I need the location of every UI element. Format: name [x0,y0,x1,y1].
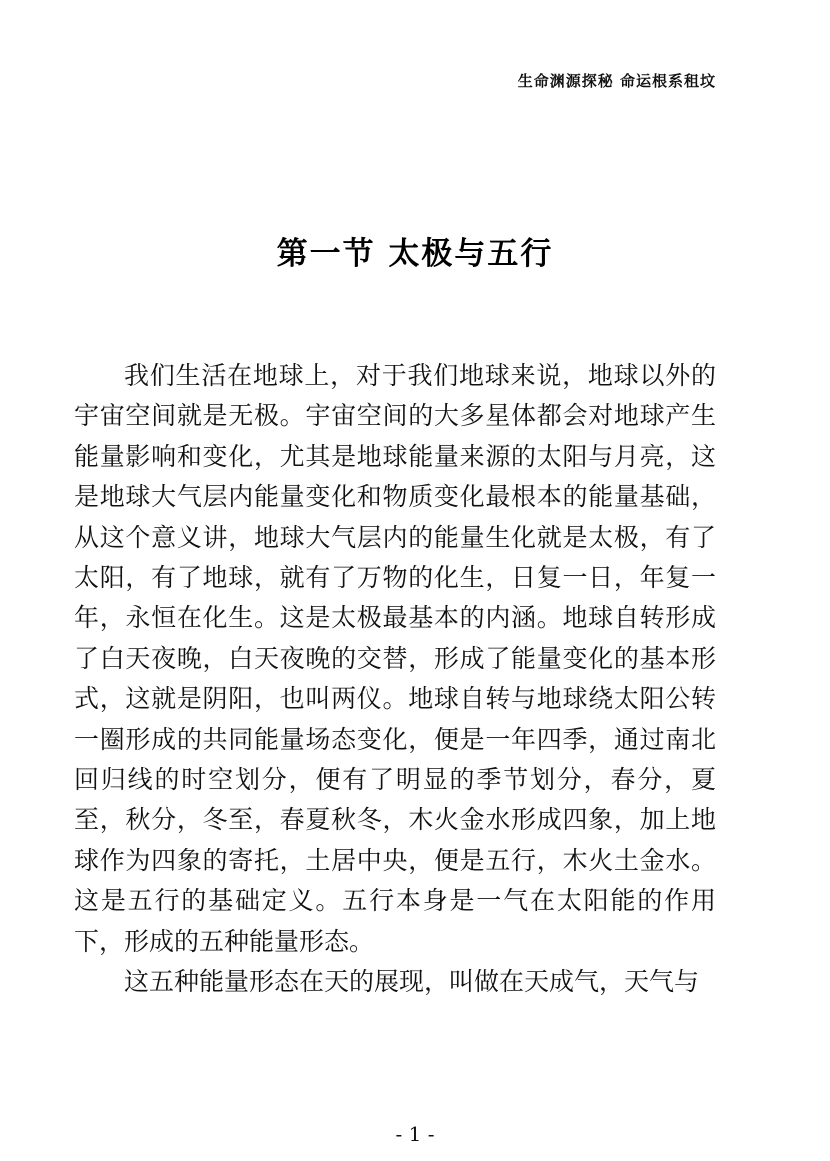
body-text [74,356,716,1003]
running-header: 生命渊源探秘 命运根系租坟 [517,72,716,90]
section-title: 第一节 太极与五行 [276,236,554,272]
paragraph-2: 这五种能量形态在天的展现，叫做在天成气，天气与 [124,967,700,997]
page-number: - 1 - [395,1122,435,1146]
paragraph-1: 我们生活在地球上，对于我们地球来说，地球以外的宇宙空间就是无极。宇宙空间的大多星体都会对地球产生能量影响和变化，尤其是地球能量来源的太阳与月亮，这是地球大气层内能量变化和物质变化最根本的能量基础，从这个意义讲，地球大气层内的能量生化就是太极，有了太阳，有了地球，就有了万物的化生，日复一日，年复一年，永恒在化生。这是太极最基本的内涵。地球自转形成了白天夜晚，白天夜晚的交替，形成了能量变化的基本形式，这就是阴阳，也叫两仪。地球自转与地球绕太阳公转一圈形成的共同能量场态变化，便是一年四季，通过南北回归线的时空划分，便有了明显的季节划分，春分，夏至，秋分，冬至，春夏秋冬，木火金水形成四象，加上地球作为四象的寄托，土居中央，便是五行，木火土金水。这是五行的基础定义。五行本身是一气在太阳能的作用下，形成的五种能量形态。 [74,361,716,956]
